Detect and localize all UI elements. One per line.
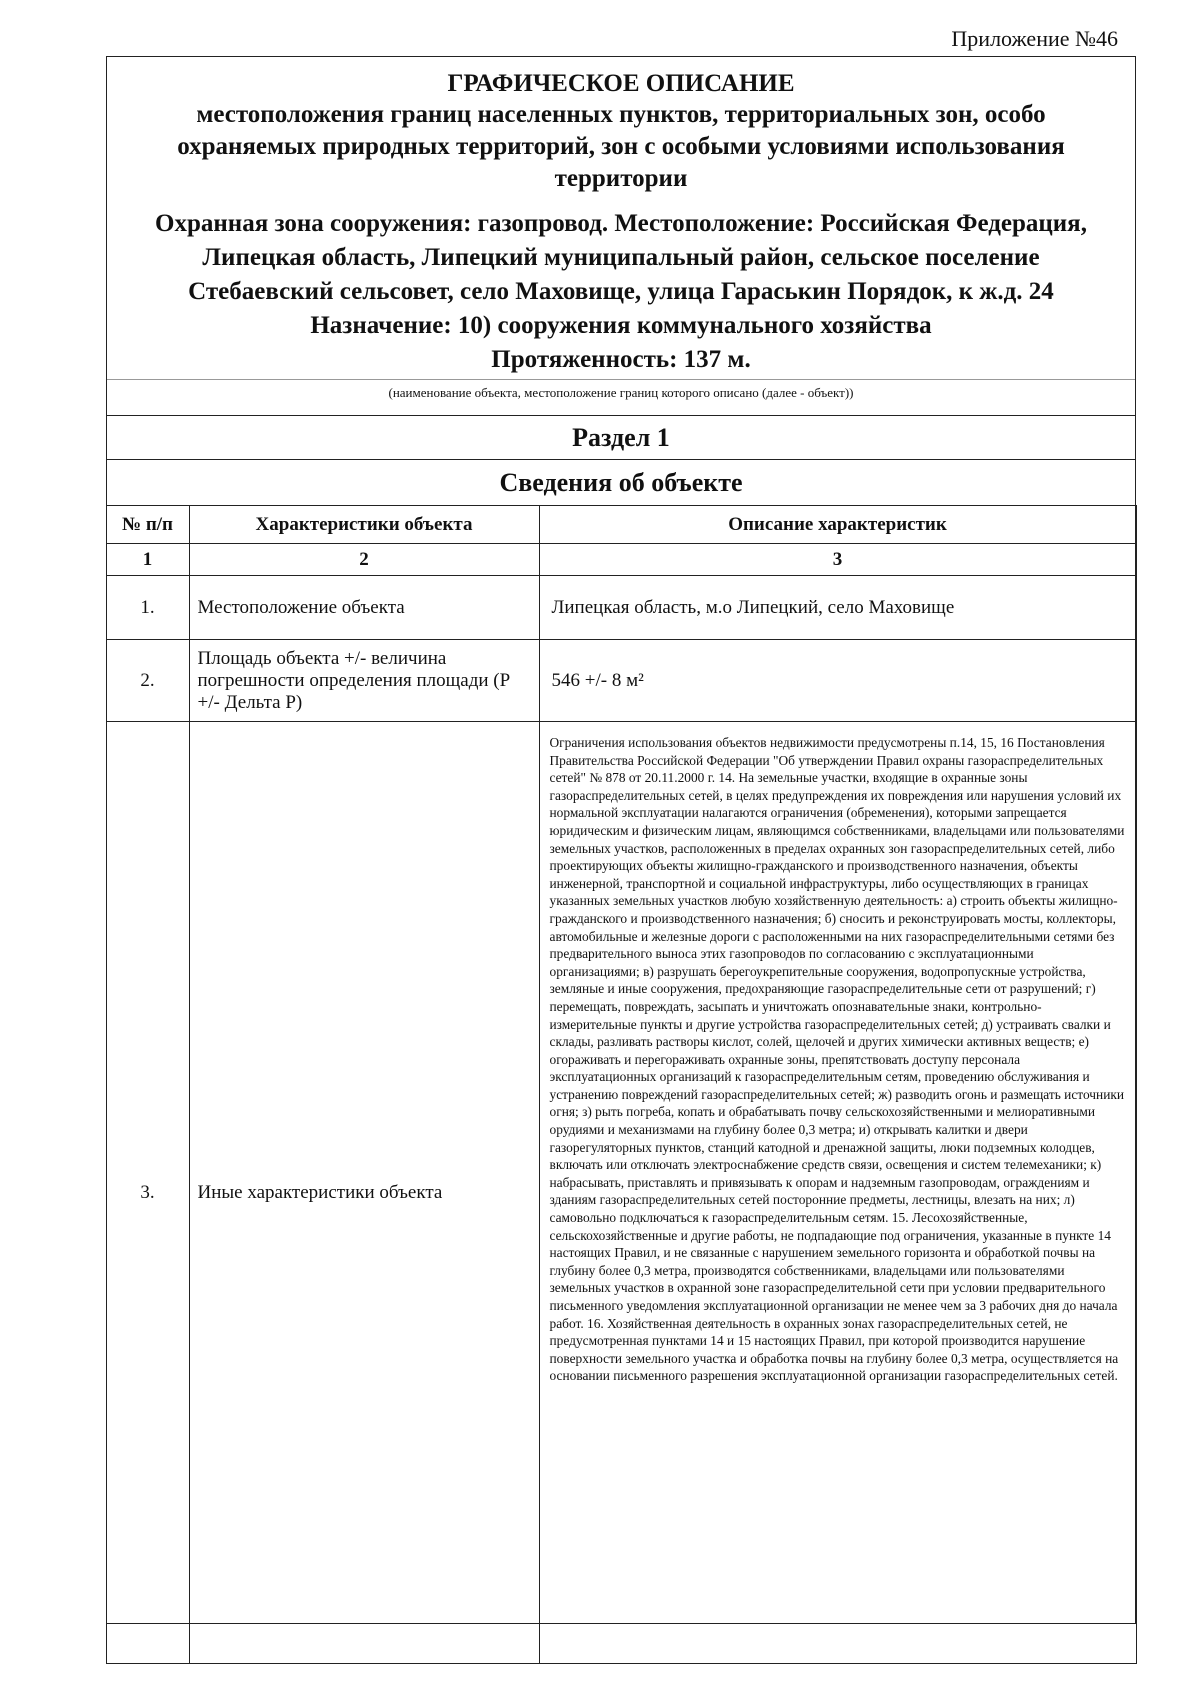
row-number: 1. (106, 576, 189, 640)
column-header-number: № п/п (106, 506, 189, 544)
row-description: Липецкая область, м.о Липецкий, село Маховище (539, 576, 1136, 640)
object-caption: (наименование объекта, местоположение границ которого описано (далее - объект)) (388, 385, 854, 400)
column-index: 3 (539, 544, 1136, 576)
row-description: Ограничения использования объектов недвижимости предусмотрены п.14, 15, 16 Постановления Правительства Российской Федерации "Об утверждении Правил охраны газораспределительных сетей" № 878 от 20.11.2000 г. 14. На земельные участки, входящие в охранные зоны газораспределительных сетей, в целях предупреждения их повреждения или нарушения условий их нормальной эксплуатации налагаются ограничения (обременения), которыми запрещается юридическим и физическим лицам, являющимся собственниками, владельцами или пользователями земельных участков, расположенных в пределах охранных зон газораспределительных сетей, либо проектирующих объекты жилищно-гражданского и производственного назначения, объекты инженерной, транспортной и социальной инфраструктуры, либо осуществляющих в границах указанных земельных участков любую хозяйственную деятельность: а) строить объекты жилищно-гражданского и производственного назначения; б) сносить и реконструировать мосты, коллекторы, автомобильные и железные дороги с расположенными на них газораспределительными сетями без предварительного выноса этих газопроводов по согласованию с эксплуатационными организациями; в) разрушать берегоукрепительные сооружения, водопропускные устройства, земляные и иные сооружения, предохраняющие газораспределительные сети от разрушений; г) перемещать, повреждать, засыпать и уничтожать опознавательные знаки, контрольно-измерительные пункты и другие устройства газораспределительных сетей; д) устраивать свалки и склады, разливать растворы кислот, солей, щелочей и других химически активных веществ; е) огораживать и перегораживать охранные зоны, препятствовать доступу персонала эксплуатационных организаций к газораспределительным сетям, проведению обслуживания и устранению повреждений газораспределительных сетей; ж) разводить огонь и размещать источники огня; з) рыть погреба, копать и обрабатывать почву сельскохозяйственными и мелиоративными орудиями и механизмами на глубину более 0,3 метра; и) открывать калитки и двери газорегуляторных пунктов, станций катодной и дренажной защиты, люки подземных колодцев, включать или отключать электроснабжение средств связи, освещения и систем телемеханики; к) набрасывать, приставлять и привязывать к опорам и надземным газопроводам, ограждениям и зданиям газораспределительных сетей посторонние предметы, лестницы, влезать на них; л) самовольно подключаться к газораспределительным сетям. 15. Лесохозяйственные, сельскохозяйственные и другие работы, не подпадающие под ограничения, указанные в пункте 14 настоящих Правил, и не связанные с нарушением земельного горизонта и обработкой почвы на глубину более 0,3 метра, производятся собственниками, владельцами или пользователями земельных участков в охранной зоне газораспределительной сети при условии предварительного письменного уведомления эксплуатационной организации не менее чем за 3 рабочих дня до начала работ. 16. Хозяйственная деятельность в охранных зонах газораспределительных сетей, не предусмотренная пунктами 14 и 15 настоящих Правил, при которой производится нарушение поверхности земельного участка и обработка почвы на глубину более 0,3 метра, осуществляется на основании письменного разрешения эксплуатационной организации газораспределительных сетей. (539, 722, 1136, 1664)
document-frame (106, 56, 1136, 1624)
row-number: 3. (106, 722, 189, 1664)
row-characteristic: Местоположение объекта (189, 576, 539, 640)
table-row (106, 722, 1136, 1664)
table-index-row (106, 544, 1136, 576)
document-title: ГРАФИЧЕСКОЕ ОПИСАНИЕ (447, 70, 795, 97)
column-index: 1 (106, 544, 189, 576)
divider (107, 379, 1135, 380)
object-name: Охранная зона сооружения: газопровод. Местоположение: Российская Федерация, Липецкая область, Липецкий муниципальный район, сельское поселение Стебаевский сельсовет, село Маховище, улица Гараськин Порядок, к ж.д. 24 Назначение: 10) сооружения коммунального хозяйства (155, 210, 1087, 339)
info-table (106, 505, 1137, 1664)
row-description: 546 +/- 8 м² (539, 640, 1136, 722)
table-row (106, 640, 1136, 722)
column-header-characteristic: Характеристики объекта (189, 506, 539, 544)
table-row (106, 576, 1136, 640)
row-characteristic: Иные характеристики объекта (189, 722, 539, 1664)
document-subtitle: местоположения границ населенных пунктов, территориальных зон, особо охраняемых природных территорий, зон с особыми условиями использования территории (177, 101, 1065, 192)
document-header (107, 57, 1135, 379)
column-header-description: Описание характеристик (539, 506, 1136, 544)
table-header-row (106, 506, 1136, 544)
row-number: 2. (106, 640, 189, 722)
section-title: Сведения об объекте (107, 459, 1135, 505)
section-number: Раздел 1 (107, 415, 1135, 459)
column-index: 2 (189, 544, 539, 576)
object-length: Протяженность: 137 м. (491, 346, 751, 373)
appendix-label: Приложение №46 (951, 26, 1118, 51)
row-characteristic: Площадь объекта +/- величина погрешности определения площади (Р +/- Дельта Р) (189, 640, 539, 722)
